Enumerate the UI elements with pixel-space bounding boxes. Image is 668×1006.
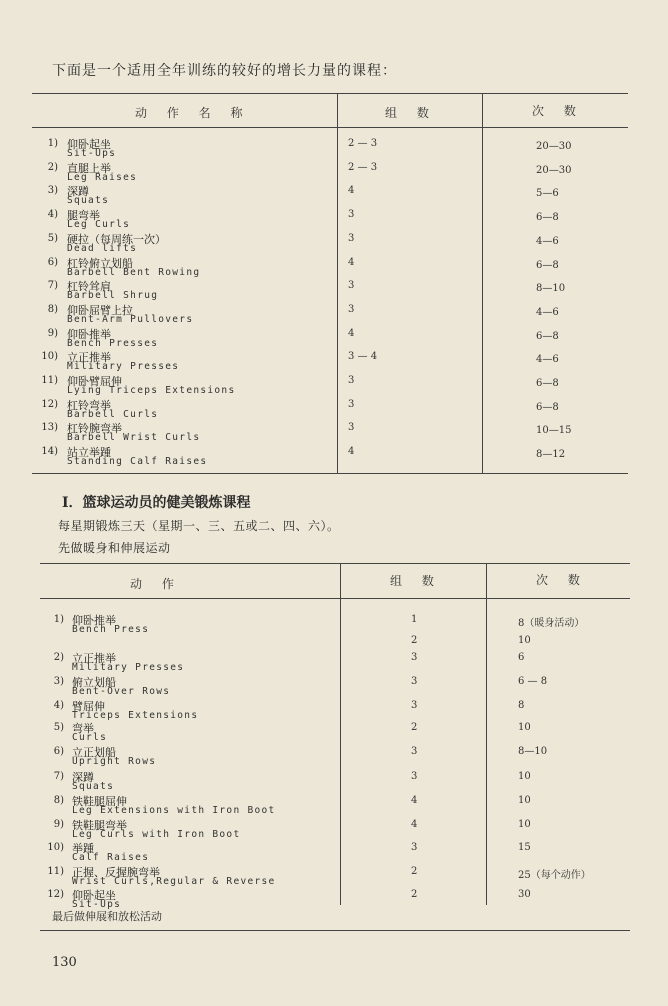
sets-value: 3 bbox=[348, 280, 355, 292]
row-number: 11) bbox=[47, 866, 64, 877]
exercise-name-en: Squats bbox=[67, 195, 110, 207]
exercise-name-en: Bent-Arm Pullovers bbox=[67, 313, 194, 325]
reps-value: 6—8 bbox=[536, 401, 559, 413]
reps-value: 6—8 bbox=[536, 259, 559, 271]
row-number: 6) bbox=[53, 746, 64, 757]
sets-value: 4 bbox=[348, 185, 355, 197]
exercise-name-en: Barbell Shrug bbox=[67, 290, 159, 302]
row-number: 14) bbox=[41, 446, 58, 458]
exercise-name-zh: 腿弯举 bbox=[67, 209, 100, 223]
exercise-name-zh: 深蹲 bbox=[67, 185, 89, 199]
table2-top-rule bbox=[40, 563, 630, 564]
reps-value: 6 — 8 bbox=[518, 676, 548, 687]
exercise-name-zh: 铁鞋腿屈伸 bbox=[72, 795, 127, 808]
reps-value: 10 bbox=[518, 722, 531, 733]
row-number: 3) bbox=[53, 676, 64, 687]
exercise-name-zh: 直腿上举 bbox=[67, 161, 111, 175]
table1-bottom-rule bbox=[32, 473, 628, 474]
exercise-name-zh: 俯立划船 bbox=[72, 676, 116, 689]
row-number: 11) bbox=[41, 375, 58, 386]
reps-value: 6—8 bbox=[536, 212, 559, 224]
sets-value: 3 bbox=[348, 303, 355, 315]
exercise-name-zh: 硬拉（每周练一次） bbox=[67, 232, 166, 246]
exercise-name-en: Barbell Bent Rowing bbox=[67, 266, 201, 278]
exercise-name-en: Leg Extensions with Iron Boot bbox=[72, 805, 276, 816]
reps-value: 6—8 bbox=[536, 378, 559, 389]
sets-value: 4 bbox=[411, 819, 418, 830]
sets-value: 3 bbox=[348, 422, 355, 434]
table2-col-divider-2 bbox=[486, 563, 487, 905]
exercise-name-en: Bent-Over Rows bbox=[72, 686, 171, 697]
exercise-name-en: Upright Rows bbox=[72, 756, 157, 767]
sets-value: 2 — 3 bbox=[348, 138, 378, 149]
reps-value: 4—6 bbox=[536, 354, 559, 366]
exercise-name-en: Dead lifts bbox=[67, 242, 138, 254]
sets-value: 3 bbox=[348, 398, 355, 410]
sets-value: 2 bbox=[411, 635, 418, 646]
exercise-name-en: Barbell Curls bbox=[67, 408, 159, 420]
sets-value: 3 bbox=[411, 842, 418, 853]
exercise-name-en: Leg Raises bbox=[67, 171, 138, 183]
exercise-name-en: Leg Curls with Iron Boot bbox=[72, 829, 241, 840]
sets-value: 1 bbox=[411, 614, 418, 625]
reps-value: 8（暖身活动） bbox=[518, 618, 585, 629]
sets-value: 2 bbox=[411, 889, 418, 900]
section-warmup: 先做暖身和伸展运动 bbox=[58, 541, 171, 555]
reps-value: 20—30 bbox=[536, 141, 572, 152]
reps-value: 6 bbox=[518, 652, 525, 663]
row-number: 7) bbox=[47, 280, 58, 292]
sets-value: 4 bbox=[348, 446, 355, 458]
row-number: 10) bbox=[41, 351, 58, 363]
exercise-name-zh: 仰卧推举 bbox=[72, 614, 116, 627]
table2-header-reps: 次 数 bbox=[536, 573, 588, 587]
reps-value: 5—6 bbox=[536, 188, 559, 200]
table1-header-rule bbox=[32, 127, 628, 128]
reps-value: 8—10 bbox=[536, 283, 566, 295]
exercise-name-zh: 仰卧起坐 bbox=[72, 889, 116, 902]
table2-bottom-rule bbox=[40, 930, 630, 931]
exercise-name-en: Squats bbox=[72, 781, 115, 792]
exercise-name-en: Lying Triceps Extensions bbox=[67, 385, 236, 396]
reps-value: 10 bbox=[518, 795, 531, 806]
row-number: 9) bbox=[47, 327, 58, 339]
exercise-name-en: Military Presses bbox=[67, 361, 180, 373]
sets-value: 2 — 3 bbox=[348, 161, 378, 173]
sets-value: 3 bbox=[411, 771, 418, 782]
exercise-name-zh: 立正划船 bbox=[72, 746, 116, 759]
table1-header-reps: 次 数 bbox=[532, 104, 584, 118]
row-number: 8) bbox=[53, 795, 64, 806]
sets-value: 2 bbox=[411, 722, 418, 733]
table1-col-divider-2 bbox=[482, 93, 483, 473]
exercise-name-zh: 正握、反握腕弯举 bbox=[72, 866, 160, 879]
reps-value: 10 bbox=[518, 819, 531, 830]
exercise-name-zh: 铁鞋腿弯举 bbox=[72, 819, 127, 832]
row-number: 2) bbox=[47, 161, 58, 173]
row-number: 9) bbox=[53, 819, 64, 830]
exercise-name-en: Sit-Ups bbox=[67, 148, 117, 159]
exercise-name-zh: 仰卧臂屈伸 bbox=[67, 375, 122, 388]
intro-text: 下面是一个适用全年训练的较好的增长力量的课程： bbox=[52, 63, 397, 79]
sets-value: 3 bbox=[348, 209, 355, 221]
row-number: 5) bbox=[47, 232, 58, 244]
sets-value: 3 bbox=[348, 232, 355, 244]
row-number: 1) bbox=[47, 138, 58, 149]
row-number: 12) bbox=[47, 889, 64, 900]
row-number: 7) bbox=[53, 771, 64, 782]
reps-value: 4—6 bbox=[536, 235, 559, 247]
page-number: 130 bbox=[52, 955, 77, 970]
exercise-name-en: Bench Presses bbox=[67, 337, 159, 349]
exercise-name-en: Wrist Curls,Regular & Reverse bbox=[72, 876, 276, 887]
row-number: 12) bbox=[41, 398, 58, 410]
exercise-name-zh: 杠铃俯立划船 bbox=[67, 256, 133, 270]
row-number: 3) bbox=[47, 185, 58, 197]
reps-value: 10 bbox=[518, 771, 531, 782]
exercise-name-zh: 杠铃弯举 bbox=[67, 398, 111, 412]
sets-value: 4 bbox=[348, 256, 355, 268]
reps-value: 15 bbox=[518, 842, 531, 853]
exercise-name-en: Standing Calf Raises bbox=[67, 456, 208, 468]
exercise-name-zh: 站立举踵 bbox=[67, 446, 111, 460]
exercise-name-zh: 仰卧起坐 bbox=[67, 138, 111, 151]
section-title: Ⅰ．篮球运动员的健美锻炼课程 bbox=[62, 495, 251, 511]
exercise-name-en: Sit-Ups bbox=[72, 899, 122, 910]
reps-value: 25（每个动作） bbox=[518, 870, 591, 881]
exercise-name-zh: 仰卧屈臂上拉 bbox=[67, 303, 133, 317]
reps-value: 4—6 bbox=[536, 306, 559, 318]
closing-note: 最后做伸展和放松活动 bbox=[52, 910, 162, 923]
row-number: 6) bbox=[47, 256, 58, 268]
table1-header-sets: 组 数 bbox=[385, 106, 437, 120]
exercise-name-zh: 举踵 bbox=[72, 842, 94, 855]
reps-value: 10 bbox=[518, 635, 531, 646]
exercise-name-zh: 立正推举 bbox=[72, 652, 116, 665]
exercise-name-en: Triceps Extensions bbox=[72, 710, 199, 721]
sets-value: 4 bbox=[411, 795, 418, 806]
row-number: 10) bbox=[47, 842, 64, 853]
reps-value: 8—12 bbox=[536, 449, 566, 461]
table2-header-exercise: 动 作 bbox=[130, 577, 182, 591]
exercise-name-en: Barbell Wrist Curls bbox=[67, 432, 201, 444]
sets-value: 3 bbox=[411, 700, 418, 711]
exercise-name-zh: 仰卧推举 bbox=[67, 327, 111, 341]
table1-col-divider-1 bbox=[337, 93, 338, 473]
exercise-name-zh: 弯举 bbox=[72, 722, 94, 735]
sets-value: 3 — 4 bbox=[348, 351, 378, 363]
row-number: 1) bbox=[53, 614, 64, 625]
exercise-name-en: Curls bbox=[72, 732, 108, 743]
exercise-name-zh: 杠铃腕弯举 bbox=[67, 422, 122, 436]
reps-value: 8—10 bbox=[518, 746, 548, 757]
row-number: 8) bbox=[47, 303, 58, 315]
reps-value: 30 bbox=[518, 889, 531, 900]
sets-value: 2 bbox=[411, 866, 418, 877]
row-number: 4) bbox=[47, 209, 58, 221]
sets-value: 3 bbox=[411, 676, 418, 687]
sets-value: 3 bbox=[411, 746, 418, 757]
reps-value: 10—15 bbox=[536, 425, 572, 437]
exercise-name-zh: 杠铃耸肩 bbox=[67, 280, 111, 294]
table1-header-exercise: 动 作 名 称 bbox=[135, 106, 251, 120]
exercise-name-en: Military Presses bbox=[72, 662, 185, 673]
table2-col-divider-1 bbox=[340, 563, 341, 905]
exercise-name-zh: 深蹲 bbox=[72, 771, 94, 784]
row-number: 4) bbox=[53, 700, 64, 711]
table2-header-sets: 组 数 bbox=[390, 574, 442, 588]
row-number: 2) bbox=[53, 652, 64, 663]
reps-value: 8 bbox=[518, 700, 525, 711]
section-schedule: 每星期锻炼三天（星期一、三、五或二、四、六）。 bbox=[58, 519, 340, 533]
sets-value: 3 bbox=[411, 652, 418, 663]
table2-header-rule bbox=[40, 598, 630, 599]
exercise-name-en: Bench Press bbox=[72, 624, 150, 635]
reps-value: 20—30 bbox=[536, 164, 572, 176]
exercise-name-zh: 臂屈伸 bbox=[72, 700, 105, 713]
sets-value: 3 bbox=[348, 375, 355, 386]
exercise-name-en: Leg Curls bbox=[67, 219, 131, 231]
table1-top-rule bbox=[32, 93, 628, 94]
exercise-name-en: Calf Raises bbox=[72, 852, 150, 863]
row-number: 13) bbox=[41, 422, 58, 434]
exercise-name-zh: 立正推举 bbox=[67, 351, 111, 365]
sets-value: 4 bbox=[348, 327, 355, 339]
row-number: 5) bbox=[53, 722, 64, 733]
reps-value: 6—8 bbox=[536, 330, 559, 342]
